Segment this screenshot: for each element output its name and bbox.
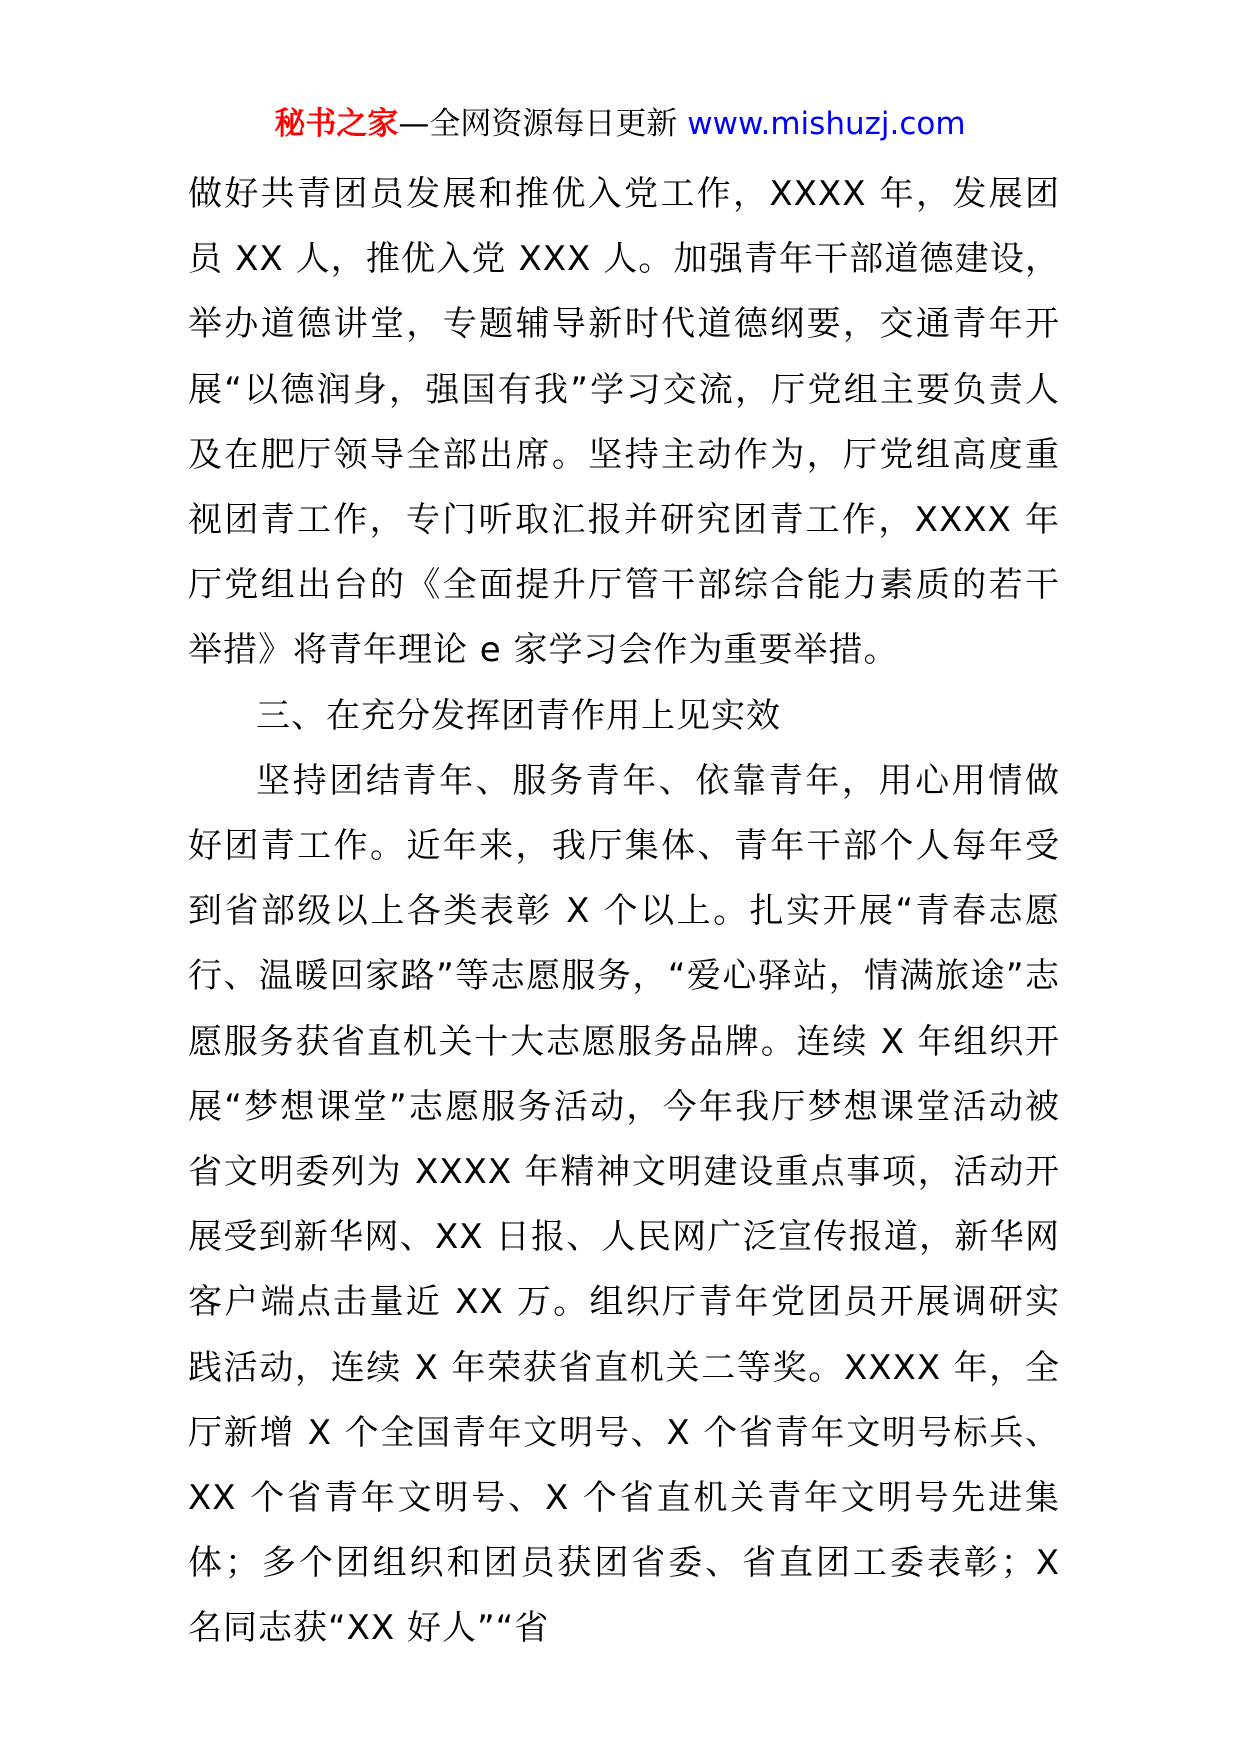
paragraph-section-three: 坚持团结青年、服务青年、依靠青年，用心用情做好团青工作。近年来，我厅集体、青年干部个人每年受到省部级以上各类表彰 X 个以上。扎实开展“青春志愿行、温暖回家路”等志愿服务，“爱心驿站，情满旅途”志愿服务获省直机关十大志愿服务品牌。连续 X 年组织开展“梦想课堂”志愿服务活动，今年我厅梦想课堂活动被省文明委列为 XXXX 年精神文明建设重点事项，活动开展受到新华网、XX 日报、人民网广泛宣传报道，新华网客户端点击量近 XX 万。组织厅青年党团员开展调研实践活动，连续 X 年荣获省直机关二等奖。XXXX 年，全厅新增 X 个全国青年文明号、X 个省青年文明号标兵、XX 个省青年文明号、X 个省直机关青年文明号先进集体；多个团组织和团员获团省委、省直团工委表彰；X 名同志获“XX 好人”“省 (188, 760, 1060, 1649)
site-watermark-header (0, 98, 1240, 150)
site-tagline: —全网资源每日更新 (398, 106, 688, 142)
site-url: www.mishuzj.com (687, 106, 966, 142)
section-heading: 三、在充分发挥团青作用上见实效 (256, 695, 781, 736)
document-body (188, 162, 1060, 1662)
site-brand-name: 秘书之家 (274, 106, 399, 142)
paragraph-continuation: 做好共青团员发展和推优入党工作，XXXX 年，发展团员 XX 人，推优入党 XXX 人。加强青年干部道德建设，举办道德讲堂，专题辅导新时代道德纲要，交通青年开展“以德润身，强国有我”学习交流，厅党组主要负责人及在肥厅领导全部出席。坚持主动作为，厅党组高度重视团青工作，专门听取汇报并研究团青工作，XXXX 年厅党组出台的《全面提升厅管干部综合能力素质的若干举措》将青年理论 e 家学习会作为重要举措。 (188, 174, 1060, 671)
